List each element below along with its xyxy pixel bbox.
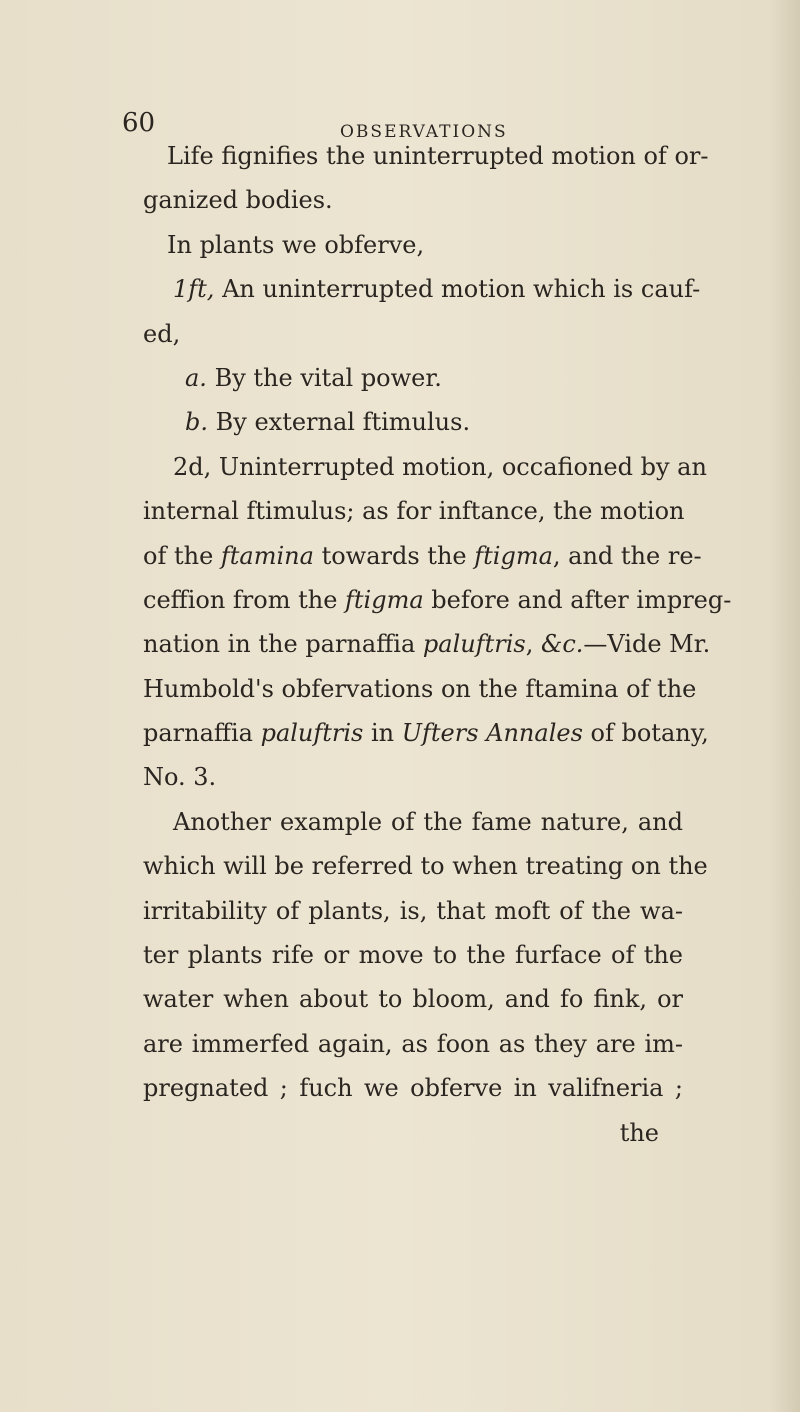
text-line: Life fignifies the uninterrupted motion of or- [167,142,709,170]
text-line: 1ft, An uninterrupted motion which is cauf- [173,275,701,304]
text-line: ceffion from the ftigma before and after impreg- [143,585,732,614]
running-title: OBSERVATIONS [340,122,508,142]
text-line: Another example of the fame nature, and [173,807,683,836]
text-line: Humbold's obfervations on the ftamina of the [143,674,697,703]
text-line: nation in the parnaffia paluftris, &c.—Vide Mr. [143,630,711,659]
text-line: b. By external ftimulus. [185,408,471,437]
page-number: 60 [122,108,156,138]
text-line: of the ftamina towards the ftigma, and the re- [143,541,702,570]
text-line: water when about to bloom, and fo fink, or [143,985,683,1014]
text-line: In plants we obferve, [167,230,425,259]
body-text [143,134,732,1155]
text-line: parnaffia paluftris in Ufters Annales of botany, [143,719,709,748]
text-line: ganized bodies. [143,186,333,215]
text-line: irritability of plants, is, that moft of the wa- [143,896,683,925]
text-line: No. 3. [143,763,217,792]
text-line: 2d, Uninterrupted motion, occafioned by an [173,452,707,481]
text-line: ter plants rife or move to the furface of the [143,941,683,970]
text-line: pregnated ; fuch we obferve in valifneria ; [143,1074,683,1103]
text-line: are immerfed again, as foon as they are im- [143,1029,683,1058]
text-line: ed, [143,319,181,348]
text-line: a. By the vital power. [185,363,442,392]
catchword: the [619,1118,659,1147]
text-line: which will be referred to when treating on the [143,852,708,881]
text-line: internal ftimulus; as for inftance, the motion [143,497,685,526]
